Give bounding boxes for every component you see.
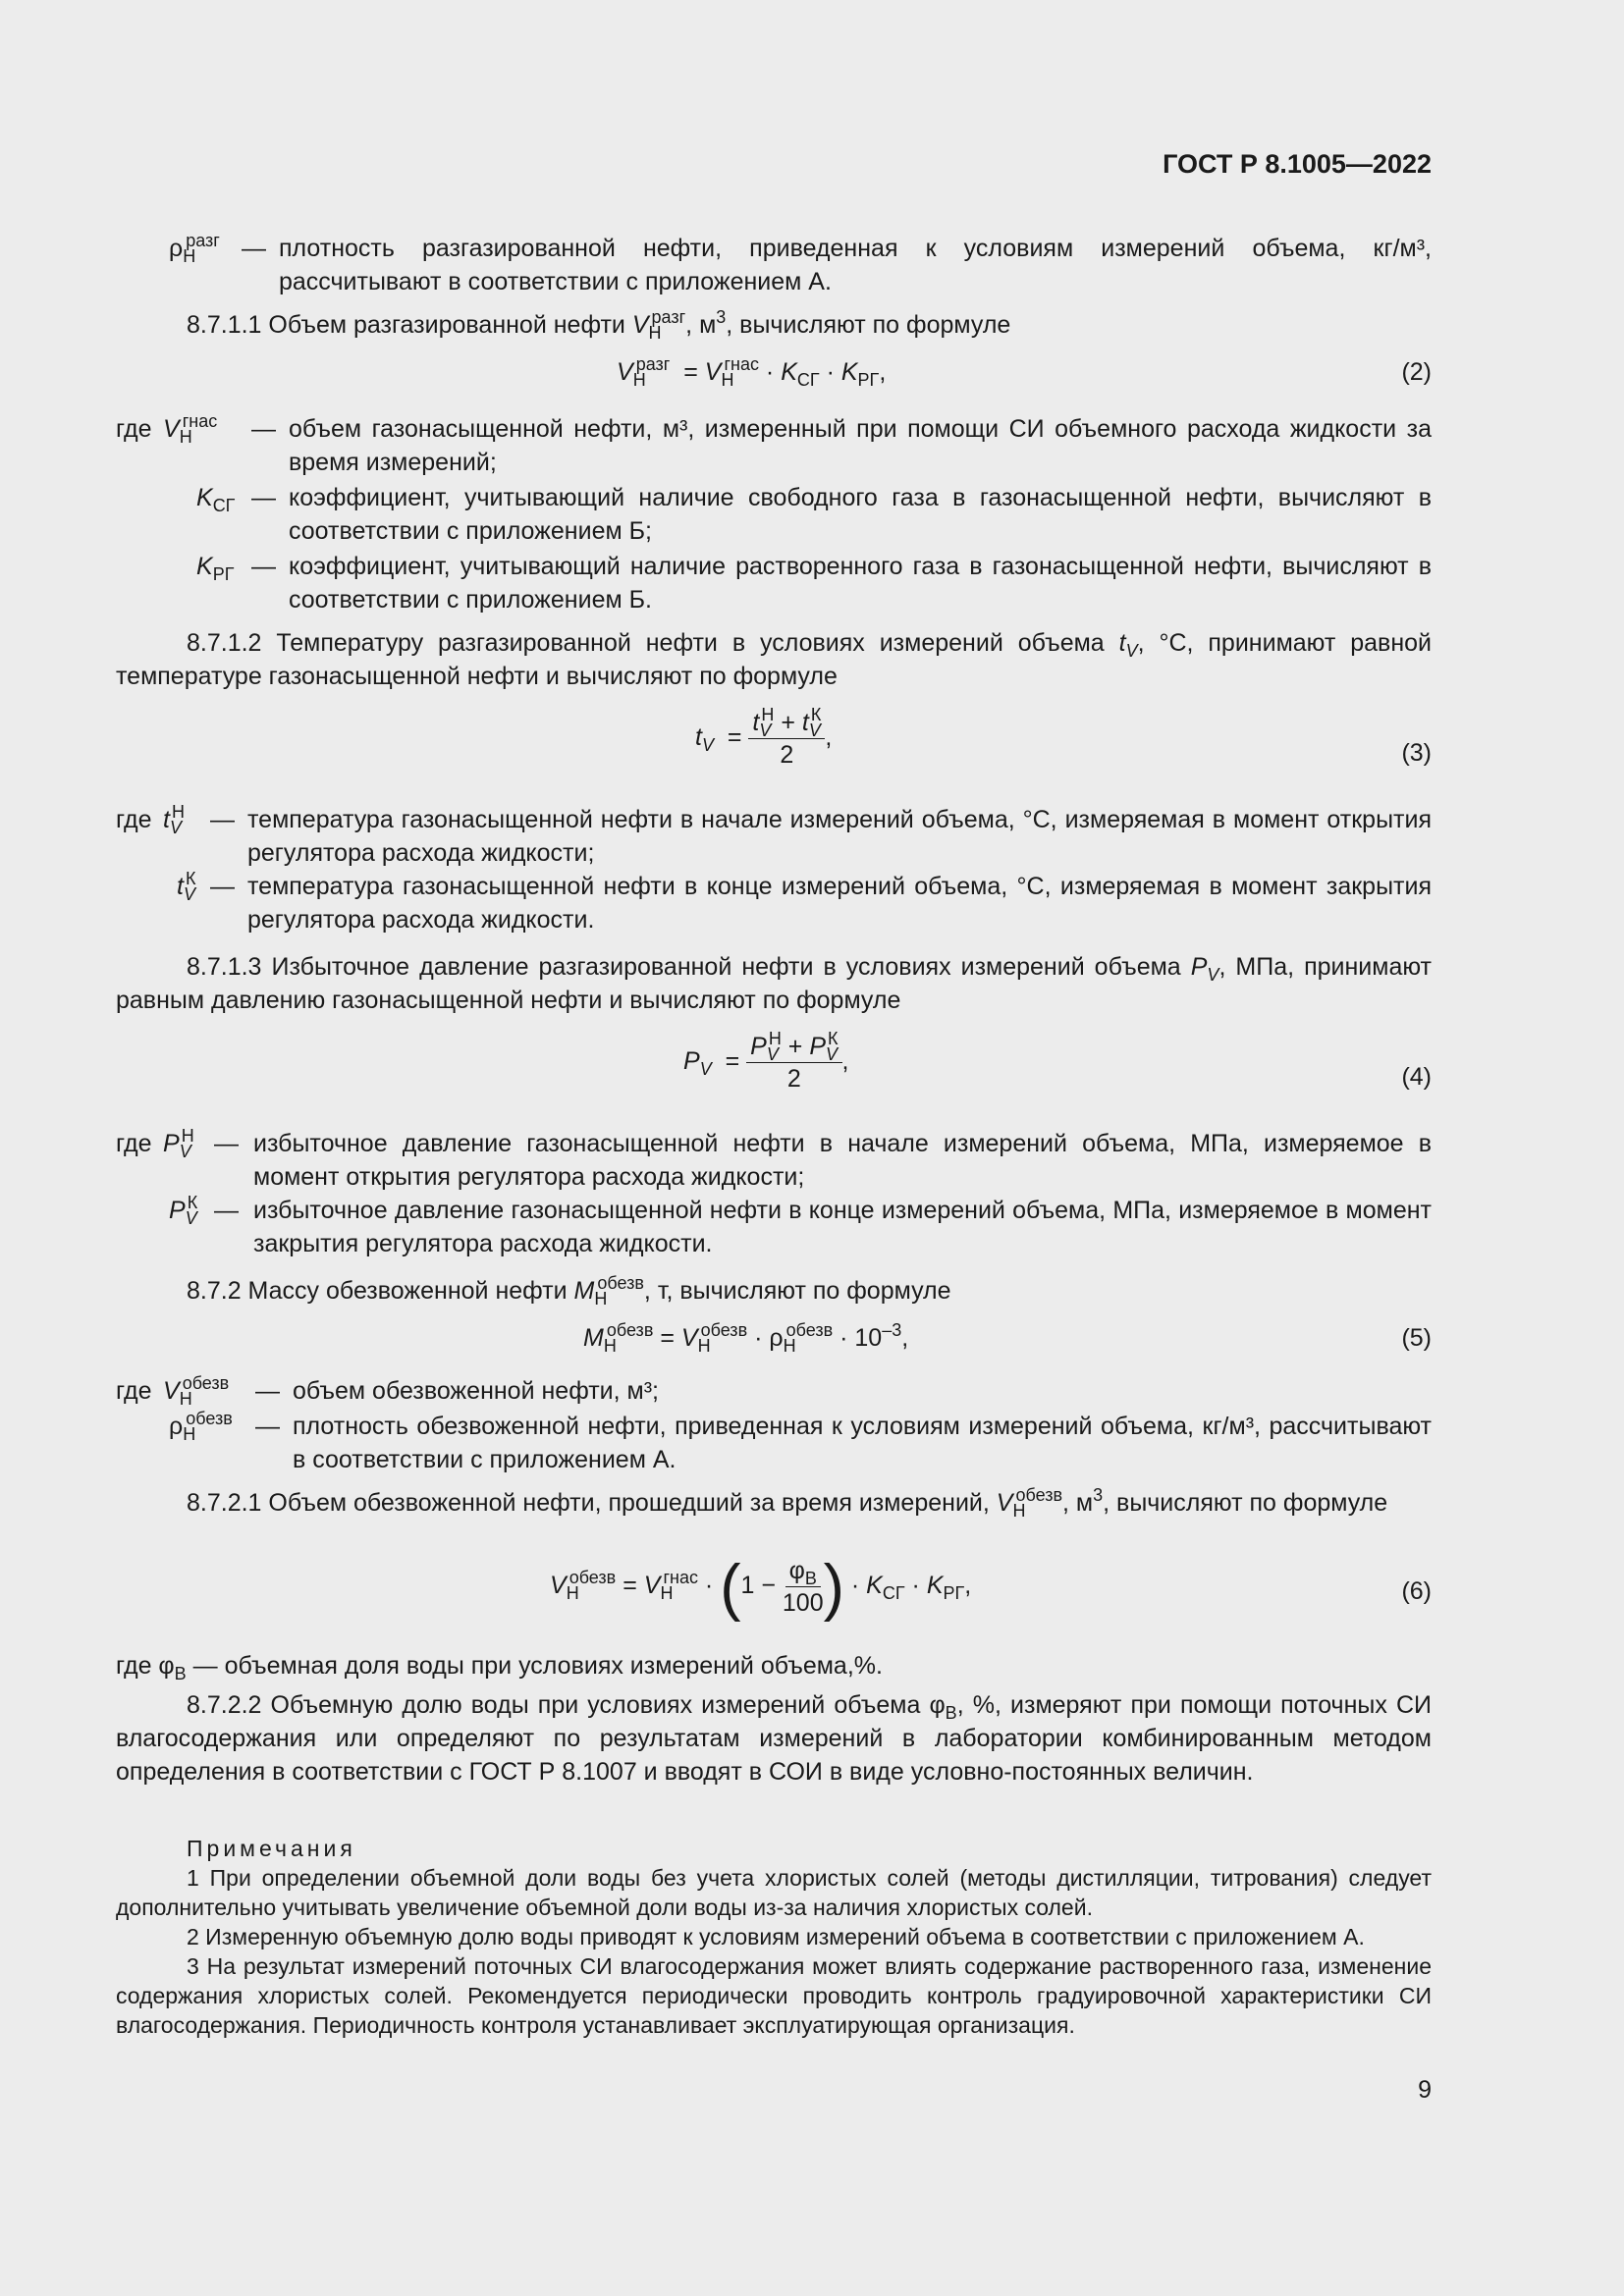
formula-rhs: · $K_{СГ} \cdot K_{РГ}$,	[843, 1572, 972, 1604]
definition-v-obezv	[116, 1374, 1432, 1408]
definition-text: температура газонасыщенной нефти в начале измерений объема, °С, измеряемая в момент открытия регулятора расхода жидкости;	[247, 806, 1432, 867]
definition-text: плотность разгазированной нефти, приведенная к условиям измерений объема, кг/м³, рассчитывают в соответствии с приложением А.	[279, 235, 1432, 295]
definition-t-n	[116, 803, 1432, 870]
notes-title: Примечания	[187, 1836, 356, 1861]
formula-comma: ,	[841, 1047, 849, 1076]
definition-term: $\rho_Н^{обезв}$	[169, 1409, 233, 1444]
note-item: 3 На результат измерений поточных СИ влагосодержания может влиять содержание растворенного газа, изменение содержания хлористых солей. Рекомендуется периодически проводить контроль градуировочной характеристики СИ влагосодержания. Периодичность контроля устанавливает эксплуатирующая организация.	[116, 1953, 1432, 2038]
formula-lhs: $t_V$ =	[695, 723, 749, 756]
note-item: 1 При определении объемной доли воды без учета хлористых солей (методы дистилляции, титрования) следует дополнительно учитывать увеличение объемной доли воды из-за наличия хлористых солей.	[116, 1865, 1432, 1920]
definition-term: $t_V^Н$	[163, 802, 185, 837]
definition-dash: —	[214, 1197, 239, 1224]
definition-text: коэффициент, учитывающий наличие свободного газа в газонасыщенной нефти, вычисляют в соответствии с приложением Б;	[289, 484, 1432, 545]
definition-k-sg	[116, 481, 1432, 548]
definition-dash: —	[214, 1130, 239, 1157]
one-minus: 1 −	[740, 1572, 783, 1600]
definition-term: $P_V^К$	[169, 1193, 198, 1228]
document-header: ГОСТ Р 8.1005—2022	[1163, 149, 1432, 179]
formula-5	[116, 1321, 1432, 1380]
definition-term: $K_{РГ}$	[196, 553, 235, 584]
definition-text: объем обезвоженной нефти, м³;	[293, 1377, 659, 1405]
formula-6	[116, 1551, 1432, 1639]
formula-2	[116, 355, 1432, 414]
where-label: где	[116, 1130, 152, 1157]
fraction	[783, 1555, 824, 1619]
fraction-numerator: $t_V^Н + t_V^К$	[748, 707, 825, 739]
definition-term: $V_Н^{обезв}$	[163, 1373, 230, 1409]
fraction-numerator: $\varphi_В$	[785, 1555, 821, 1587]
formula-lhs: $V_Н^{обезв} = V_Н^{гнас}$ ·	[550, 1568, 721, 1604]
definition-text: избыточное давление газонасыщенной нефти в конце измерений объема, МПа, измеряемое в момент закрытия регулятора расхода жидкости.	[253, 1197, 1432, 1257]
fraction-denominator: 2	[786, 1065, 801, 1093]
definition-term: $t_V^К$	[177, 869, 196, 904]
notes-section	[116, 1834, 1432, 2040]
definition-dash: —	[251, 553, 276, 580]
definition-dash: —	[251, 484, 276, 511]
definition-term: $P_V^Н$	[163, 1126, 194, 1161]
page-number: 9	[1418, 2076, 1432, 2104]
definition-p-k	[116, 1194, 1432, 1260]
formula-3	[116, 707, 1432, 785]
definition-term: $V_Н^{гнас}$	[163, 411, 218, 447]
open-paren: (	[720, 1551, 741, 1623]
definition-dash: —	[242, 235, 266, 262]
formula-expression	[683, 1031, 849, 1095]
fraction	[746, 1031, 841, 1095]
fraction-denominator: 100	[782, 1589, 824, 1617]
definition-k-rg	[116, 550, 1432, 616]
definition-v-gnas	[116, 412, 1432, 479]
definition-text: объем газонасыщенной нефти, м³, измеренный при помощи СИ объемного расхода жидкости за время измерений;	[289, 415, 1432, 476]
definition-dash: —	[251, 415, 276, 443]
paragraph-8-7-2-2: 8.7.2.2 Объемную долю воды при условиях измерений объема $\varphi_В$, %, измеряют при помощи поточных СИ влагосодержания или определяют по результатам измерений в лаборатории комбинированным методом определения в соответствии с ГОСТ Р 8.1007 и вводят в СОИ в виде условно-постоянных величин.	[116, 1691, 1432, 1786]
formula-expression	[550, 1551, 972, 1623]
formula-number: (2)	[1401, 358, 1432, 386]
formula-number: (3)	[1401, 739, 1432, 767]
paragraph-8-7-2: 8.7.2 Массу обезвоженной нефти $M_Н^{обезв}$, т, вычисляют по формуле	[187, 1273, 951, 1308]
fraction-denominator: 2	[780, 741, 794, 769]
where-label: где	[116, 806, 152, 833]
formula-expression: $V_Н^{разг} = V_Н^{гнас} \cdot K_{СГ} \cdot K_{РГ}$,	[617, 354, 887, 390]
paragraph-8-7-2-1: 8.7.2.1 Объем обезвоженной нефти, прошедший за время измерений, $V_Н^{обезв}$, $м^3$, вычисляют по формуле	[187, 1485, 1388, 1521]
note-item: 2 Измеренную объемную долю воды приводят к условиям измерений объема в соответствии с приложением А.	[187, 1924, 1365, 1949]
definition-term: $\rho_Н^{разг}$	[169, 231, 220, 266]
definition-dash: —	[255, 1377, 280, 1405]
formula-number: (4)	[1401, 1063, 1432, 1091]
definition-dash: —	[210, 806, 235, 833]
definition-p-n	[116, 1127, 1432, 1194]
definition-text: избыточное давление газонасыщенной нефти в начале измерений объема, МПа, измеряемое в момент открытия регулятора расхода жидкости;	[253, 1130, 1432, 1191]
fraction-numerator: $P_V^Н + P_V^К$	[746, 1031, 841, 1063]
paragraph-8-7-1-3: 8.7.1.3 Избыточное давление разгазированной нефти в условиях измерений объема $P_V$, МПа, принимают равным давлению газонасыщенной нефти и вычисляют по формуле	[116, 953, 1432, 1014]
formula-comma: ,	[825, 723, 833, 752]
where-label: где	[116, 1377, 152, 1405]
definition-text: плотность обезвоженной нефти, приведенная к условиям измерений объема, кг/м³, рассчитывают в соответствии с приложением А.	[293, 1413, 1432, 1473]
definition-text: температура газонасыщенной нефти в конце измерений объема, °С, измеряемая в момент закрытия регулятора расхода жидкости.	[247, 873, 1432, 934]
definition-t-k	[116, 870, 1432, 936]
formula-number: (6)	[1401, 1577, 1432, 1605]
fraction	[748, 707, 825, 771]
definition-dash: —	[255, 1413, 280, 1440]
close-paren: )	[823, 1551, 844, 1623]
formula-lhs: $P_V$ =	[683, 1047, 747, 1080]
definition-text: коэффициент, учитывающий наличие растворенного газа в газонасыщенной нефти, вычисляют в соответствии с приложением Б.	[289, 553, 1432, 614]
formula-expression: $M_Н^{обезв} = V_Н^{обезв} \cdot \rho_Н^{обезв} \cdot 10^{-3}$,	[583, 1320, 909, 1356]
paragraph-8-7-1-1: 8.7.1.1 Объем разгазированной нефти $V_Н^{разг}$, $м^3$, вычисляют по формуле	[187, 307, 1011, 343]
definition-rho-obezv	[116, 1410, 1432, 1476]
paragraph-8-7-1-2: 8.7.1.2 Температуру разгазированной нефти в условиях измерений объема $t_V$, °С, принимают равной температуре газонасыщенной нефти и вычисляют по формуле	[116, 629, 1433, 690]
formula-expression	[695, 707, 832, 771]
definition-phi-v: где $\varphi_В$ — объемная доля воды при условиях измерений объема,%.	[116, 1652, 883, 1683]
definition-rho-razg	[116, 232, 1432, 298]
where-label: где	[116, 415, 152, 443]
definition-term: $K_{СГ}$	[196, 484, 236, 515]
formula-4	[116, 1031, 1432, 1109]
definition-dash: —	[210, 873, 235, 900]
formula-number: (5)	[1401, 1324, 1432, 1352]
